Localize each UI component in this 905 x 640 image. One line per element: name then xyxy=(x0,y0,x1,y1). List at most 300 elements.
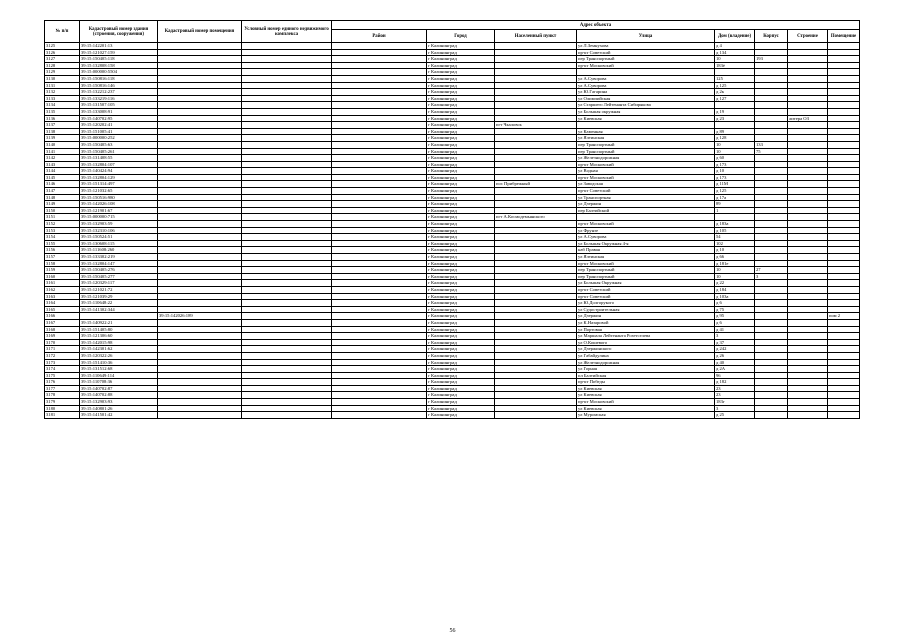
col-header-building: Строение xyxy=(788,30,828,43)
cell-cond-num xyxy=(242,141,332,148)
cell-city: г Калининград xyxy=(427,188,495,195)
cell-korpus xyxy=(755,227,788,234)
cell-house: д 182 xyxy=(715,379,755,386)
cell-settlement xyxy=(495,155,577,162)
cell-room xyxy=(828,405,860,412)
cell-korpus xyxy=(755,161,788,168)
cell-building xyxy=(788,280,828,287)
cell-street: ул Олимпийская xyxy=(577,95,715,102)
cell-district xyxy=(332,148,427,155)
cell-settlement xyxy=(495,56,577,63)
table-row xyxy=(45,405,860,412)
cell-city: г Калининград xyxy=(427,122,495,129)
cell-cad-building: 39:15:151410:36 xyxy=(80,359,158,366)
cell-cad-building: 39:15:132804:147 xyxy=(80,260,158,267)
cell-settlement xyxy=(495,43,577,50)
cell-city: г Калининград xyxy=(427,293,495,300)
cell-building xyxy=(788,293,828,300)
cell-house: д 183а xyxy=(715,221,755,228)
cell-room: пом 2 xyxy=(828,313,860,320)
cell-korpus xyxy=(755,214,788,221)
cell-num: 3158 xyxy=(45,260,80,267)
table-row xyxy=(45,49,860,56)
cell-street: ул Горная xyxy=(577,366,715,373)
table-row xyxy=(45,194,860,201)
cell-cond-num xyxy=(242,161,332,168)
cell-cad-building: 39:15:110649:114 xyxy=(80,372,158,379)
cell-building xyxy=(788,141,828,148)
table-row xyxy=(45,82,860,89)
table-row xyxy=(45,247,860,254)
cell-building xyxy=(788,122,828,129)
cell-cad-building: 39:15:132903:59 xyxy=(80,221,158,228)
cell-street: ул Каменная xyxy=(577,128,715,135)
cell-cad-building: 39:15:150816:146 xyxy=(80,82,158,89)
cell-district xyxy=(332,122,427,129)
cell-room xyxy=(828,89,860,96)
cell-building xyxy=(788,82,828,89)
cell-korpus xyxy=(755,181,788,188)
cell-cond-num xyxy=(242,293,332,300)
cell-city: г Калининград xyxy=(427,69,495,76)
cell-settlement xyxy=(495,379,577,386)
cell-room xyxy=(828,326,860,333)
cell-room xyxy=(828,155,860,162)
table-row xyxy=(45,326,860,333)
table-row xyxy=(45,135,860,142)
cell-building xyxy=(788,254,828,261)
cell-cad-room xyxy=(158,75,242,82)
cell-district xyxy=(332,326,427,333)
cell-house: д 134 xyxy=(715,49,755,56)
cell-district xyxy=(332,221,427,228)
col-header-cad-room: Кадастровый номер помещения xyxy=(158,21,242,43)
table-row xyxy=(45,89,860,96)
cell-cad-building: 39:15:132804:107 xyxy=(80,161,158,168)
cell-house: 3 xyxy=(715,333,755,340)
cell-building xyxy=(788,385,828,392)
cell-building xyxy=(788,108,828,115)
table-body xyxy=(45,43,860,419)
cell-cad-room xyxy=(158,339,242,346)
table-row xyxy=(45,300,860,307)
cell-street: ул Фрунзе xyxy=(577,227,715,234)
cell-korpus xyxy=(755,43,788,50)
cell-cad-room xyxy=(158,69,242,76)
cell-building xyxy=(788,352,828,359)
cell-cad-building: 39:15:131408:55 xyxy=(80,155,158,162)
cell-korpus xyxy=(755,89,788,96)
table-row xyxy=(45,115,860,122)
cell-building xyxy=(788,49,828,56)
cell-num: 3163 xyxy=(45,293,80,300)
cell-num: 3157 xyxy=(45,254,80,261)
col-header-korpus: Корпус xyxy=(755,30,788,43)
cell-cond-num xyxy=(242,207,332,214)
cell-cad-building: 39:15:131507:105 xyxy=(80,102,158,109)
cell-room xyxy=(828,372,860,379)
cell-room xyxy=(828,280,860,287)
cell-korpus: 193 xyxy=(755,56,788,63)
cell-cond-num xyxy=(242,69,332,76)
cell-street: пр-кт Советский xyxy=(577,293,715,300)
cell-house: 125 xyxy=(715,75,755,82)
cell-cad-building: 39:15:150405:63 xyxy=(80,141,158,148)
cell-korpus xyxy=(755,82,788,89)
cell-korpus xyxy=(755,254,788,261)
cell-num: 3173 xyxy=(45,359,80,366)
cell-korpus xyxy=(755,326,788,333)
cell-room xyxy=(828,352,860,359)
cell-num: 3143 xyxy=(45,161,80,168)
cell-settlement xyxy=(495,247,577,254)
cell-korpus xyxy=(755,168,788,175)
cell-city: г Калининград xyxy=(427,168,495,175)
cell-num: 3180 xyxy=(45,405,80,412)
cell-house xyxy=(715,122,755,129)
cell-settlement xyxy=(495,273,577,280)
cell-num: 3153 xyxy=(45,227,80,234)
table-row xyxy=(45,372,860,379)
cell-cad-building: 39:15:150405:277 xyxy=(80,273,158,280)
cell-district xyxy=(332,293,427,300)
cell-street: наб Правая xyxy=(577,247,715,254)
cell-cond-num xyxy=(242,267,332,274)
cell-settlement xyxy=(495,62,577,69)
cell-cad-room xyxy=(158,260,242,267)
cell-num: 3148 xyxy=(45,194,80,201)
cell-district xyxy=(332,405,427,412)
cell-city: г Калининград xyxy=(427,405,495,412)
cell-district xyxy=(332,379,427,386)
cell-settlement xyxy=(495,260,577,267)
table-row xyxy=(45,161,860,168)
cell-house: д 17а xyxy=(715,194,755,201)
cell-cad-building: 39:15:121306:60 xyxy=(80,333,158,340)
cell-cad-room xyxy=(158,168,242,175)
cell-city: г Калининград xyxy=(427,43,495,50)
cell-room xyxy=(828,293,860,300)
cell-building xyxy=(788,326,828,333)
cell-street: пр-кт Московский xyxy=(577,161,715,168)
cell-cad-room xyxy=(158,141,242,148)
cell-room xyxy=(828,141,860,148)
cell-street: пер Транспортный xyxy=(577,273,715,280)
cell-house: 102 xyxy=(715,240,755,247)
table-row xyxy=(45,346,860,353)
cell-cad-room xyxy=(158,359,242,366)
cell-cad-building: 39:15:121027:159 xyxy=(80,49,158,56)
col-header-address-group: Адрес объекта xyxy=(332,21,860,30)
cell-cad-building: 39:15:133219:116 xyxy=(80,95,158,102)
cell-room xyxy=(828,188,860,195)
cell-settlement xyxy=(495,227,577,234)
cell-house: д 2к xyxy=(715,89,755,96)
cell-cond-num xyxy=(242,339,332,346)
cell-city: г Калининград xyxy=(427,306,495,313)
table-row xyxy=(45,214,860,221)
cell-cond-num xyxy=(242,385,332,392)
cell-cad-building: 39:15:132804:129 xyxy=(80,174,158,181)
cell-cond-num xyxy=(242,352,332,359)
col-header-num: № п/п xyxy=(45,21,80,43)
cell-district xyxy=(332,174,427,181)
cell-building xyxy=(788,168,828,175)
cell-district xyxy=(332,412,427,419)
table-row xyxy=(45,293,860,300)
cell-street: ул Габайдулина xyxy=(577,352,715,359)
cell-house: д 22 xyxy=(715,280,755,287)
cell-city: г Калининград xyxy=(427,313,495,320)
cell-cad-building: 39:15:121039:29 xyxy=(80,293,158,300)
cell-num: 3171 xyxy=(45,346,80,353)
cell-room xyxy=(828,379,860,386)
cell-room xyxy=(828,346,860,353)
cell-cad-room xyxy=(158,108,242,115)
cell-district xyxy=(332,181,427,188)
table-row xyxy=(45,412,860,419)
cell-street: ул Ялтинская xyxy=(577,254,715,261)
cell-settlement xyxy=(495,201,577,208)
cell-room xyxy=(828,75,860,82)
cell-korpus xyxy=(755,412,788,419)
cell-house: д 66 xyxy=(715,254,755,261)
cell-cad-room xyxy=(158,306,242,313)
cell-korpus xyxy=(755,392,788,399)
cell-city: г Калининград xyxy=(427,247,495,254)
cell-num: 3178 xyxy=(45,392,80,399)
cell-cond-num xyxy=(242,260,332,267)
table-row xyxy=(45,280,860,287)
cell-house: 183ё xyxy=(715,62,755,69)
cell-room xyxy=(828,260,860,267)
cell-street: ул Л.Земнухова xyxy=(577,43,715,50)
cell-settlement xyxy=(495,194,577,201)
cell-num: 3150 xyxy=(45,207,80,214)
cell-room xyxy=(828,69,860,76)
cell-settlement xyxy=(495,333,577,340)
cell-cond-num xyxy=(242,412,332,419)
cell-cond-num xyxy=(242,300,332,307)
cell-room xyxy=(828,267,860,274)
cell-street: пр-кт Московский xyxy=(577,260,715,267)
table-row xyxy=(45,333,860,340)
cell-cad-building: 39:15:142301:62 xyxy=(80,346,158,353)
cell-street: ул Маршала Лейтенанта Розетселева xyxy=(577,333,715,340)
table-row xyxy=(45,227,860,234)
cell-street: ул Дзержинского xyxy=(577,346,715,353)
cell-cad-room xyxy=(158,412,242,419)
table-row xyxy=(45,168,860,175)
cell-cad-building: 39:15:140702:87 xyxy=(80,385,158,392)
cell-cad-building: 39:15:140801:26 xyxy=(80,405,158,412)
cell-street: ул Железнодорожная xyxy=(577,359,715,366)
cell-cond-num xyxy=(242,75,332,82)
cell-settlement xyxy=(495,108,577,115)
cell-street: ул Киевская xyxy=(577,405,715,412)
cell-num: 3176 xyxy=(45,379,80,386)
cell-cad-building: 39:15:000000:252 xyxy=(80,135,158,142)
cell-cond-num xyxy=(242,227,332,234)
cell-settlement xyxy=(495,128,577,135)
cell-num: 3152 xyxy=(45,221,80,228)
cell-district xyxy=(332,75,427,82)
cell-settlement xyxy=(495,339,577,346)
cell-city: г Калининград xyxy=(427,319,495,326)
cell-korpus xyxy=(755,221,788,228)
cell-street: ул Ю.Долгорукого xyxy=(577,300,715,307)
cell-korpus xyxy=(755,108,788,115)
cell-cond-num xyxy=(242,280,332,287)
cell-num: 3141 xyxy=(45,148,80,155)
cell-cad-building: 39:15:140424:94 xyxy=(80,168,158,175)
cell-street: ул А.Суворова xyxy=(577,82,715,89)
cell-cond-num xyxy=(242,56,332,63)
cell-settlement xyxy=(495,372,577,379)
cell-num: 3168 xyxy=(45,326,80,333)
cell-house: 96 xyxy=(715,372,755,379)
cell-district xyxy=(332,280,427,287)
cell-settlement xyxy=(495,95,577,102)
cell-room xyxy=(828,214,860,221)
cell-house: 3 xyxy=(715,405,755,412)
cell-city: г Калининград xyxy=(427,267,495,274)
cell-settlement xyxy=(495,49,577,56)
cell-district xyxy=(332,188,427,195)
cell-building xyxy=(788,366,828,373)
cell-settlement xyxy=(495,313,577,320)
cell-korpus xyxy=(755,385,788,392)
cell-cad-room xyxy=(158,188,242,195)
cell-cad-building: 39:15:000000:5504 xyxy=(80,69,158,76)
table-row xyxy=(45,306,860,313)
cell-street: ул Старшего Лейтенанта Сибиряковa xyxy=(577,102,715,109)
cell-city: г Калининград xyxy=(427,108,495,115)
cell-settlement xyxy=(495,412,577,419)
cell-street: ул Большая Окружная xyxy=(577,280,715,287)
cell-city: г Калининград xyxy=(427,89,495,96)
cell-street: пер Транспортный xyxy=(577,148,715,155)
cell-city: г Калининград xyxy=(427,385,495,392)
cell-district xyxy=(332,56,427,63)
cell-district xyxy=(332,89,427,96)
table-row xyxy=(45,128,860,135)
cell-building xyxy=(788,89,828,96)
cell-settlement xyxy=(495,115,577,122)
cell-settlement xyxy=(495,135,577,142)
cell-num: 3137 xyxy=(45,122,80,129)
cell-district xyxy=(332,267,427,274)
cell-cad-building: 39:15:110648:22 xyxy=(80,300,158,307)
cell-settlement xyxy=(495,286,577,293)
table-row xyxy=(45,207,860,214)
cell-room xyxy=(828,240,860,247)
cell-cad-building: 39:15:121021:72 xyxy=(80,286,158,293)
table-row xyxy=(45,385,860,392)
cell-room xyxy=(828,82,860,89)
cell-building xyxy=(788,346,828,353)
cell-cad-building xyxy=(80,313,158,320)
cell-cad-building: 39:15:121032:65 xyxy=(80,188,158,195)
cell-korpus xyxy=(755,306,788,313)
table-row xyxy=(45,339,860,346)
cell-num: 3136 xyxy=(45,115,80,122)
cell-city: г Калининград xyxy=(427,207,495,214)
cell-building: литера ОЗ xyxy=(788,115,828,122)
table-row xyxy=(45,359,860,366)
cell-settlement xyxy=(495,69,577,76)
cell-building xyxy=(788,240,828,247)
cell-room xyxy=(828,62,860,69)
cell-cad-building: 39:15:150405:118 xyxy=(80,56,158,63)
cell-street: пер Балтийский xyxy=(577,207,715,214)
cell-city: г Калининград xyxy=(427,260,495,267)
cell-house: д 26 xyxy=(715,352,755,359)
table-row xyxy=(45,69,860,76)
cell-building xyxy=(788,412,828,419)
cell-house: д 41 xyxy=(715,326,755,333)
table-row xyxy=(45,102,860,109)
cell-cond-num xyxy=(242,135,332,142)
cell-cond-num xyxy=(242,313,332,320)
cell-cond-num xyxy=(242,82,332,89)
cell-settlement: пос Прибрежный xyxy=(495,181,577,188)
table-row xyxy=(45,75,860,82)
cell-building xyxy=(788,399,828,406)
cell-house: д 6 xyxy=(715,319,755,326)
cell-building xyxy=(788,300,828,307)
cell-num: 3133 xyxy=(45,95,80,102)
cell-city: г Калининград xyxy=(427,346,495,353)
cell-city: г Калининград xyxy=(427,115,495,122)
cell-cond-num xyxy=(242,122,332,129)
cell-num: 3155 xyxy=(45,240,80,247)
cell-cond-num xyxy=(242,221,332,228)
cell-cond-num xyxy=(242,399,332,406)
cell-house: д 37 xyxy=(715,339,755,346)
cell-korpus xyxy=(755,339,788,346)
cell-room xyxy=(828,201,860,208)
cell-korpus: 3 xyxy=(755,273,788,280)
cell-city: г Калининград xyxy=(427,128,495,135)
cell-cad-room xyxy=(158,319,242,326)
cell-city: г Калининград xyxy=(427,286,495,293)
cell-cad-room xyxy=(158,366,242,373)
cell-korpus xyxy=(755,115,788,122)
cell-room xyxy=(828,49,860,56)
cell-cond-num xyxy=(242,306,332,313)
cell-city: г Калининград xyxy=(427,161,495,168)
cell-settlement xyxy=(495,207,577,214)
cell-korpus xyxy=(755,399,788,406)
cell-street: пр-кт Московский xyxy=(577,62,715,69)
cell-city: г Калининград xyxy=(427,254,495,261)
cell-cond-num xyxy=(242,194,332,201)
cell-street: ул Ялтинская xyxy=(577,135,715,142)
cell-city: г Калининград xyxy=(427,234,495,241)
cell-cond-num xyxy=(242,108,332,115)
cell-house: д 89 xyxy=(715,128,755,135)
cell-korpus xyxy=(755,102,788,109)
cell-cad-room xyxy=(158,89,242,96)
cell-city: г Калининград xyxy=(427,273,495,280)
cell-korpus: 75 xyxy=(755,148,788,155)
cell-settlement xyxy=(495,385,577,392)
table-row xyxy=(45,399,860,406)
cell-cond-num xyxy=(242,392,332,399)
cell-cad-room xyxy=(158,161,242,168)
cell-room xyxy=(828,273,860,280)
